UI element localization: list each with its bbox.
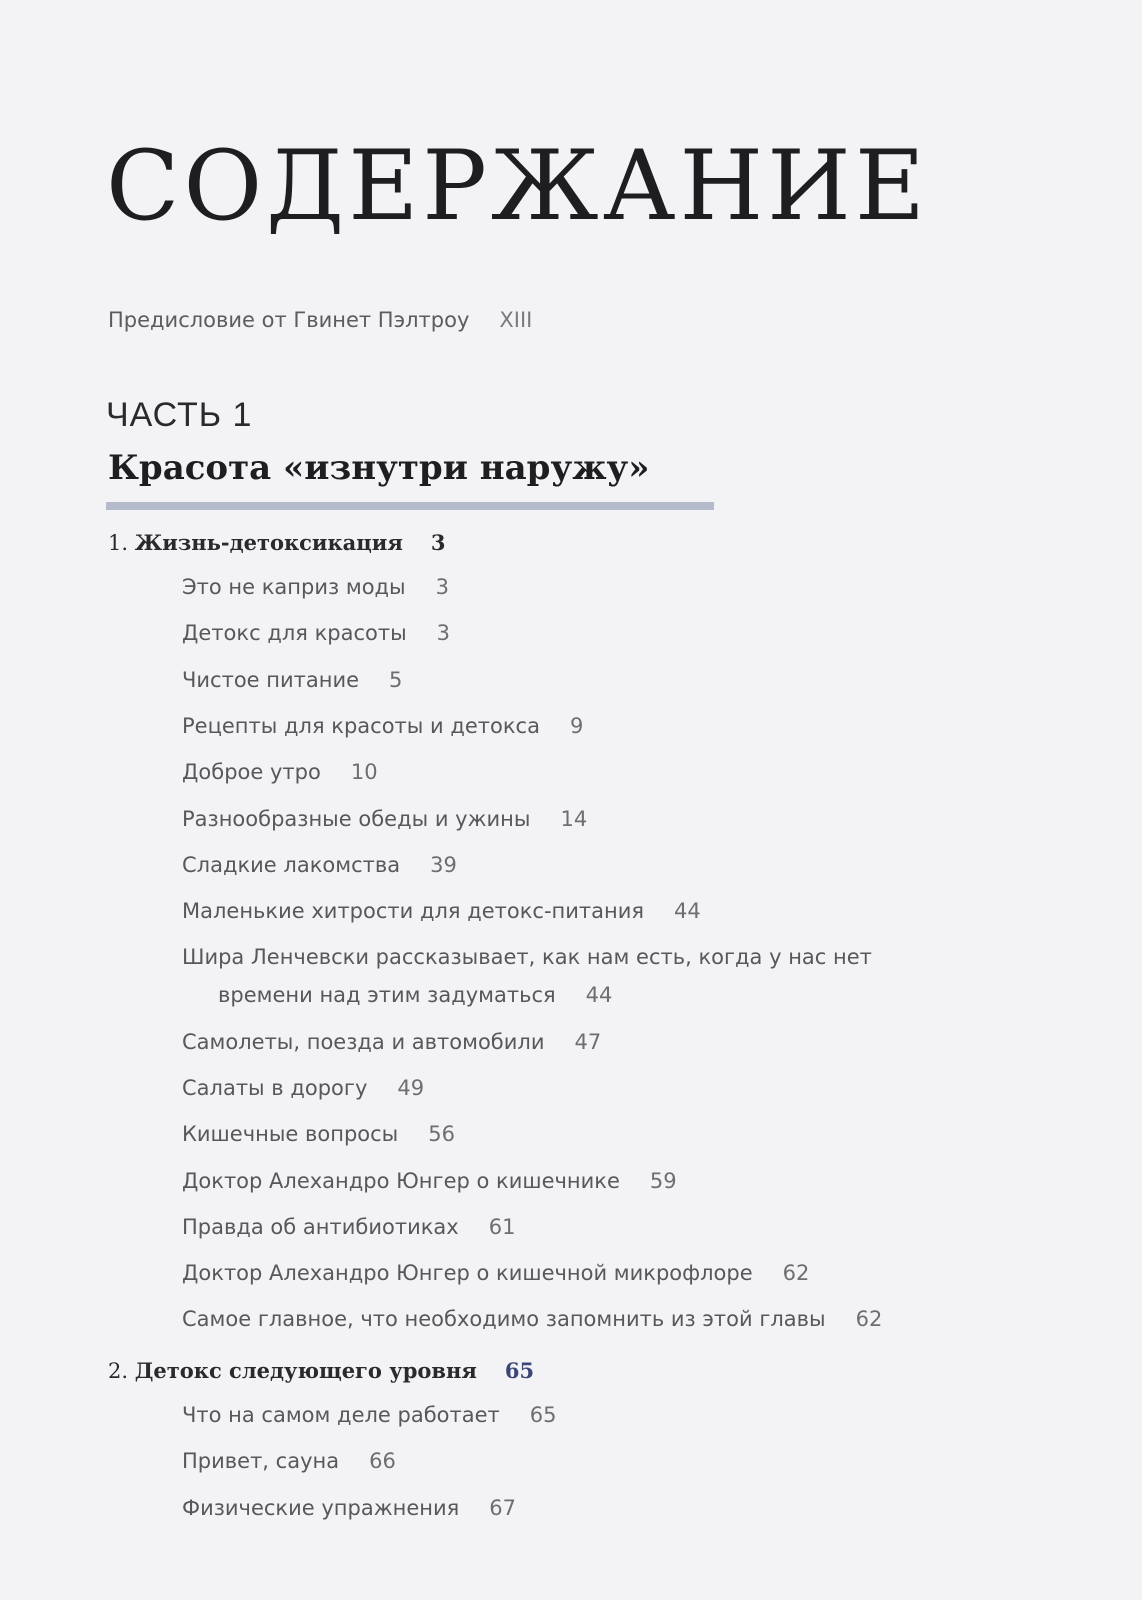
toc-entry [182,1489,516,1527]
chapter-number: 1. [108,531,129,555]
chapter-number: 2. [108,1359,129,1383]
toc-entry [182,1023,601,1061]
page-title: СОДЕРЖАНИЕ [106,130,929,242]
toc-entry [182,707,583,745]
toc-entry [182,753,378,791]
preface-entry [108,308,532,332]
entry-title: Шира Ленчевски рассказывает, как нам есть, когда у нас нет [182,945,872,970]
entry-title-continued: времени над этим задуматься [218,983,556,1008]
entry-title: Что на самом деле работает [182,1403,500,1427]
part-title-underline [106,502,714,510]
entry-page-number: 39 [430,852,457,877]
entry-title: Салаты в дорогу [182,1075,368,1100]
chapter-page-number: 65 [504,1358,535,1383]
toc-entry [182,614,450,652]
toc-entry [182,1442,396,1480]
entry-page-number: 10 [350,760,378,785]
toc-entry [182,800,587,838]
entry-page-number: 67 [489,1495,517,1520]
entry-page-number: 14 [560,806,588,831]
toc-entry [182,1396,557,1434]
entry-page-number: 5 [389,667,403,692]
entry-title: Физические упражнения [182,1495,460,1520]
entry-title: Доктор Алехандро Юнгер о кишечнике [182,1168,620,1193]
toc-entry [182,661,402,699]
entry-page-number: 44 [674,899,701,924]
toc-entry [182,1115,455,1153]
toc-entry [182,1069,424,1107]
toc-entry [182,1300,882,1338]
toc-entry [182,568,449,606]
entry-title: Доброе утро [182,760,321,785]
entry-title: Это не каприз моды [182,575,406,599]
entry-title: Правда об антибиотиках [182,1214,459,1239]
entry-page-number: 66 [369,1449,396,1474]
entry-title: Сладкие лакомства [182,852,401,877]
toc-entry [182,1208,515,1246]
preface-text: Предисловие от Гвинет Пэлтроу [108,308,470,332]
chapter-title: Детокс следующего уровня [134,1358,477,1383]
toc-entry [182,1254,809,1292]
entry-page-number: 3 [436,621,451,646]
preface-page-number: XIII [499,308,533,332]
entry-title: Детокс для красоты [182,621,407,646]
entry-title: Рецепты для красоты и детокса [182,713,540,738]
toc-entry [182,938,872,1014]
entry-title: Маленькие хитрости для детокс-питания [182,899,645,924]
entry-continuation [182,976,872,1014]
entry-page-number: 49 [397,1075,425,1100]
entry-page-number: 62 [855,1307,883,1332]
toc-entry [182,892,701,930]
chapter-title: Жизнь-детоксикация [134,530,403,555]
entry-page-number: 59 [649,1168,677,1193]
entry-page-number: 9 [569,713,584,738]
entry-title: Кишечные вопросы [182,1122,399,1147]
entry-page-number: 3 [435,575,450,599]
entry-title: Привет, сауна [182,1449,340,1474]
chapter-page-number: 3 [430,530,446,555]
chapter-heading [108,530,446,555]
entry-title: Доктор Алехандро Юнгер о кишечной микрофлоре [182,1261,753,1286]
entry-page-number: 65 [529,1403,557,1427]
entry-page-number: 62 [782,1261,810,1286]
entry-title: Чистое питание [182,667,360,692]
entry-page-number: 61 [488,1214,516,1239]
entry-page-number: 44 [585,983,613,1008]
entry-title: Разнообразные обеды и ужины [182,806,531,831]
chapter-heading [108,1358,534,1383]
toc-entry [182,1162,677,1200]
part-label: ЧАСТЬ 1 [106,396,253,434]
part-title: Красота «изнутри наружу» [108,448,650,488]
entry-page-number: 56 [428,1122,455,1147]
entry-page-number: 47 [574,1029,602,1054]
toc-entry [182,846,457,884]
entry-title: Самое главное, что необходимо запомнить из этой главы [182,1307,826,1332]
entry-title: Самолеты, поезда и автомобили [182,1029,545,1054]
